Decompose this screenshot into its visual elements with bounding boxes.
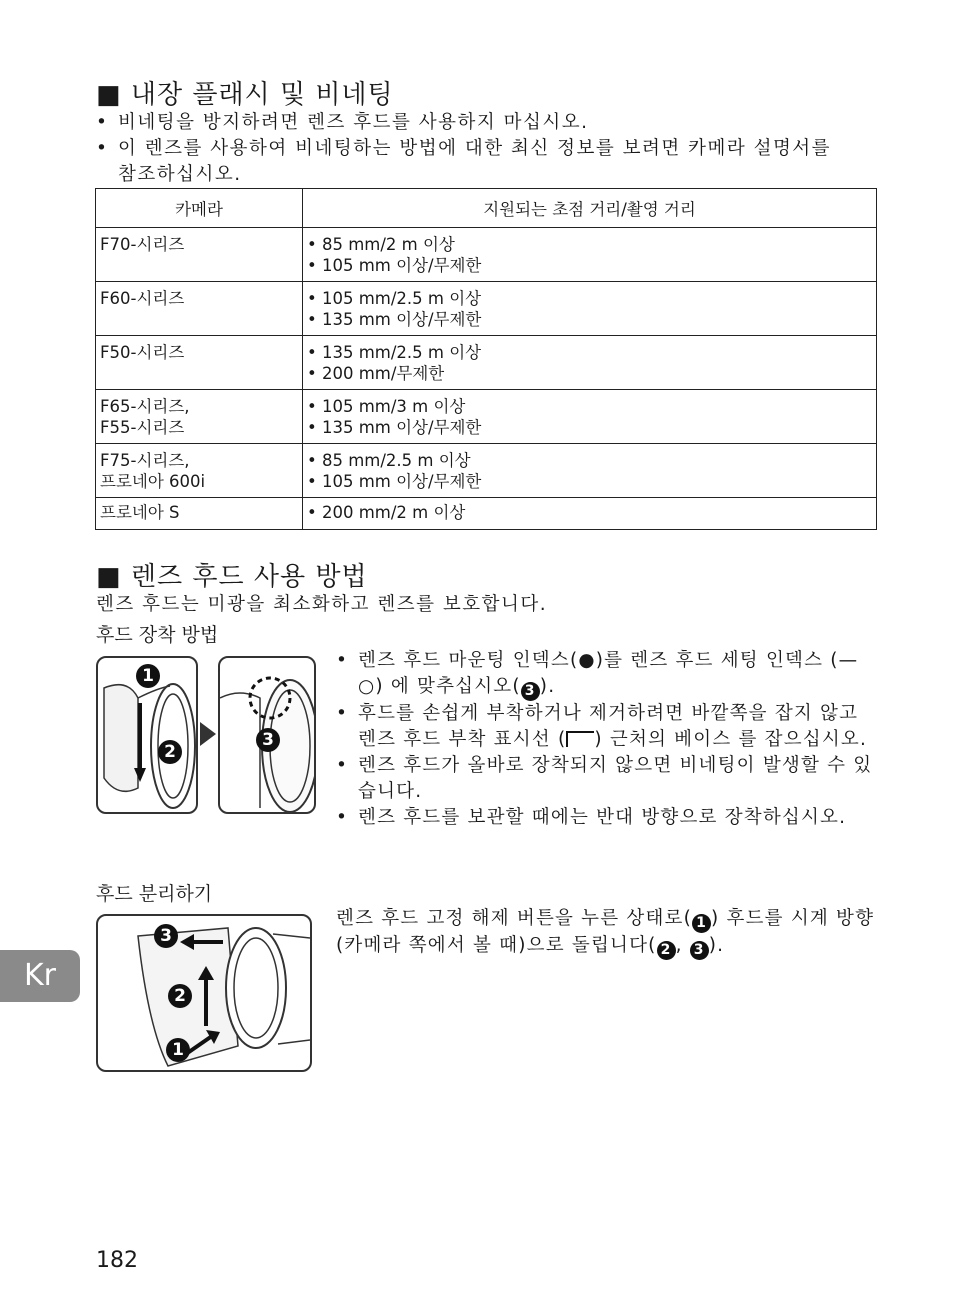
step-2-badge: 2 (657, 941, 676, 960)
support-cell: • 85 mm/2.5 m 이상 • 105 mm 이상/무제한 (303, 444, 877, 498)
lens-detach-illustration (98, 916, 310, 1070)
section-title-hood: ■ 렌즈 후드 사용 방법 (96, 562, 368, 592)
setting-index-icon: —○ (358, 650, 859, 697)
detach-figure (96, 914, 312, 1072)
flash-bullets (96, 110, 836, 188)
detach-paragraph: 렌즈 후드 고정 해제 버튼을 누른 상태로( 1 ) 후드를 시계 방향(카메라 쪽에서 볼 때)으로 돌립니다( 2 , 3 ). (336, 908, 875, 958)
bullet-item: • 렌즈 후드를 보관할 때에는 반대 방향으로 장착하십시오. (336, 805, 876, 831)
camera-cell: 프로네아 S (96, 498, 303, 530)
step-1-badge: 1 (166, 1038, 190, 1062)
camera-cell: F75-시리즈, 프로네아 600i (96, 444, 303, 498)
attach-figure-left (96, 656, 198, 814)
camera-cell: F50-시리즈 (96, 336, 303, 390)
table-header: 카메라 (96, 189, 303, 228)
attach-bullets (336, 648, 876, 831)
camera-cell: F70-시리즈 (96, 228, 303, 282)
table-row (96, 498, 877, 530)
table-row (96, 390, 877, 444)
attach-figure-right (218, 656, 316, 814)
table-row (96, 444, 877, 498)
page-number: 182 (96, 1248, 138, 1273)
table-header: 지원되는 초점 거리/촬영 거리 (303, 189, 877, 228)
section-title-flash: ■ 내장 플래시 및 비네팅 (96, 80, 394, 110)
arrow-right-icon (200, 722, 216, 746)
table-row (96, 336, 877, 390)
attach-heading: 후드 장착 방법 (96, 624, 219, 646)
bullet-item: • 렌즈 후드가 올바로 장착되지 않으면 비네팅이 발생할 수 있습니다. (336, 753, 876, 805)
step-3-badge: 3 (690, 941, 709, 960)
step-1-badge: 1 (692, 914, 711, 933)
step-1-badge: 1 (136, 664, 160, 688)
table-row (96, 282, 877, 336)
step-2-badge: 2 (158, 740, 182, 764)
support-table (95, 188, 877, 530)
hood-intro: 렌즈 후드는 미광을 최소화하고 렌즈를 보호합니다. (96, 594, 548, 615)
support-cell: • 200 mm/2 m 이상 (303, 498, 877, 530)
attachment-line-icon (566, 731, 594, 747)
detach-heading: 후드 분리하기 (96, 883, 213, 905)
step-3-badge: 3 (521, 682, 540, 701)
table-row (96, 228, 877, 282)
bullet-item: • 후드를 손쉽게 부착하거나 제거하려면 바깥쪽을 잡지 않고 렌즈 후드 부착 표시선 ( ) 근처의 베이스 를 잡으십시오. (336, 701, 876, 753)
support-cell: • 85 mm/2 m 이상 • 105 mm 이상/무제한 (303, 228, 877, 282)
bullet-item: • 비네팅을 방지하려면 렌즈 후드를 사용하지 마십시오. (96, 110, 836, 136)
support-cell: • 105 mm/3 m 이상 • 135 mm 이상/무제한 (303, 390, 877, 444)
mounting-index-icon: ● (578, 650, 596, 671)
support-cell: • 135 mm/2.5 m 이상 • 200 mm/무제한 (303, 336, 877, 390)
bullet-item: • 이 렌즈를 사용하여 비네팅하는 방법에 대한 최신 정보를 보려면 카메라 설명서를 참조하십시오. (96, 136, 836, 188)
bullet-item: • 렌즈 후드 마운팅 인덱스(●)를 렌즈 후드 세팅 인덱스 (—○) 에 맞추십시오( 3 ). (336, 648, 876, 701)
language-tab: Kr (0, 950, 80, 1002)
support-cell: • 105 mm/2.5 m 이상 • 135 mm 이상/무제한 (303, 282, 877, 336)
step-3-badge: 3 (256, 728, 280, 752)
camera-cell: F60-시리즈 (96, 282, 303, 336)
table-header-row (96, 189, 877, 228)
step-2-badge: 2 (168, 984, 192, 1008)
step-3-badge: 3 (154, 924, 178, 948)
camera-cell: F65-시리즈, F55-시리즈 (96, 390, 303, 444)
